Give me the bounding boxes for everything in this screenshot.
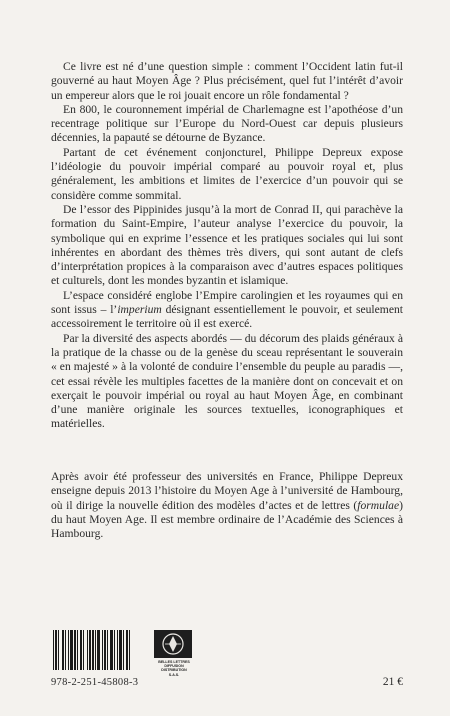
barcode-bar xyxy=(102,630,103,670)
publisher-emblem-icon xyxy=(154,630,192,658)
logo-line: DIFFUSION xyxy=(164,664,184,669)
logo-line: S.A.S. xyxy=(168,672,180,677)
barcode-bar xyxy=(114,630,115,670)
blurb-paragraph: Par la diversité des aspects abordés — du décorum des plaids généraux à la pratique de la chasse ou de la genèse du sceau représentant le souverain « en majesté » à la volonté de conduire l’ensemble du peuple au paradis —, cet essai révèle les multiples facettes de la manière dont on concevait et on exerçait le pouvoir impérial ou royal au haut Moyen Âge, en combinant d’une manière originale les sources textuelles, iconographiques et matérielles. xyxy=(51,331,403,431)
barcode-bar xyxy=(77,630,78,670)
bio-paragraph xyxy=(51,470,403,541)
price: 21 € xyxy=(382,676,403,688)
bio-text: Après avoir été professeur des universités en France, Philippe Depreux enseigne depuis 2013 l’histoire du Moyen Age à l’université de Hambourg, où il dirige la nouvelle édition des modèles d’actes et de lettres ( xyxy=(51,470,403,512)
barcode xyxy=(51,630,143,670)
barcode-bar xyxy=(97,630,100,670)
barcode-bar xyxy=(117,630,118,670)
blurb-paragraph: Partant de cet événement conjoncturel, Philippe Depreux expose l’idéologie du pouvoir impérial comparé au pouvoir royal et, plus généralement, les ambitions et limites de l’exercice d’un pouvoir qui se considère comme sommital. xyxy=(51,145,403,202)
barcode-bar xyxy=(74,630,76,670)
publisher-logo-text xyxy=(154,660,194,677)
blurb-paragraph: De l’essor des Pippinides jusqu’à la mort de Conrad II, qui parachève la formation du Saint-Empire, l’auteur analyse l’exercice du pouvoir, la symbolique qui en exprime l’essence et les pratiques sociales qui lui sont inhérentes en abordant des thèmes très divers, qui sont autant de clefs d’interprétation propices à la comparaison avec d’autres espaces politiques et culturels, dont les mondes byzantin et islamique. xyxy=(51,202,403,288)
barcode-bar xyxy=(65,630,66,670)
barcode-bar xyxy=(58,630,59,670)
blurb-italic-term: imperium xyxy=(117,303,162,317)
barcode-bar xyxy=(104,630,106,670)
publisher-logo xyxy=(154,630,192,678)
barcode-bar xyxy=(83,630,84,670)
barcode-bar xyxy=(123,630,124,670)
barcode-area xyxy=(51,630,211,692)
barcode-bar xyxy=(92,630,94,670)
blurb-text: désignant essentiellement le pouvoir, et seulement accessoirement le territoire où il est exercé. xyxy=(51,303,403,331)
barcode-bar xyxy=(126,630,128,670)
barcode-bar xyxy=(70,630,73,670)
blurb-paragraph: Ce livre est né d’une question simple : comment l’Occident latin fut-il gouverné au haut Moyen Âge ? Plus précisément, quel fut l’intérêt d’avoir un empereur alors que le roi jouait encore un rôle fondamental ? xyxy=(51,60,403,102)
barcode-bar xyxy=(95,630,96,670)
barcode-bar xyxy=(119,630,122,670)
bio-text: ) du haut Moyen Age. Il est membre ordinaire de l’Académie des Sciences à Hambourg. xyxy=(51,498,403,541)
barcode-bar xyxy=(62,630,64,670)
publisher-logo-mark xyxy=(154,630,192,658)
barcode-bar xyxy=(55,630,57,670)
barcode-bar xyxy=(107,630,108,670)
barcode-bar xyxy=(80,630,82,670)
back-cover-blurb xyxy=(51,60,403,432)
isbn: 978-2-251-45808-3 xyxy=(51,677,139,688)
barcode-bar xyxy=(129,630,130,670)
blurb-paragraph: En 800, le couronnement impérial de Charlemagne est l’apothéose d’un recentrage politique sur l’Europe du Nord-Ouest car depuis plusieurs décennies, la papauté se détourne de Byzance. xyxy=(51,102,403,145)
barcode-bar xyxy=(87,630,88,670)
blurb-paragraph xyxy=(51,289,403,332)
barcode-bar xyxy=(110,630,113,670)
barcode-bar xyxy=(89,630,91,670)
barcode-bar xyxy=(68,630,69,670)
logo-line: BELLES LETTRES xyxy=(158,660,190,664)
barcode-bar xyxy=(53,630,54,670)
bio-italic-term: formulae xyxy=(357,498,400,512)
author-bio xyxy=(51,470,403,541)
blurb-text: L’espace considéré englobe l’Empire carolingien et les royaumes qui en sont issus – l’ xyxy=(51,288,403,317)
logo-line: DISTRIBUTION xyxy=(161,668,187,673)
